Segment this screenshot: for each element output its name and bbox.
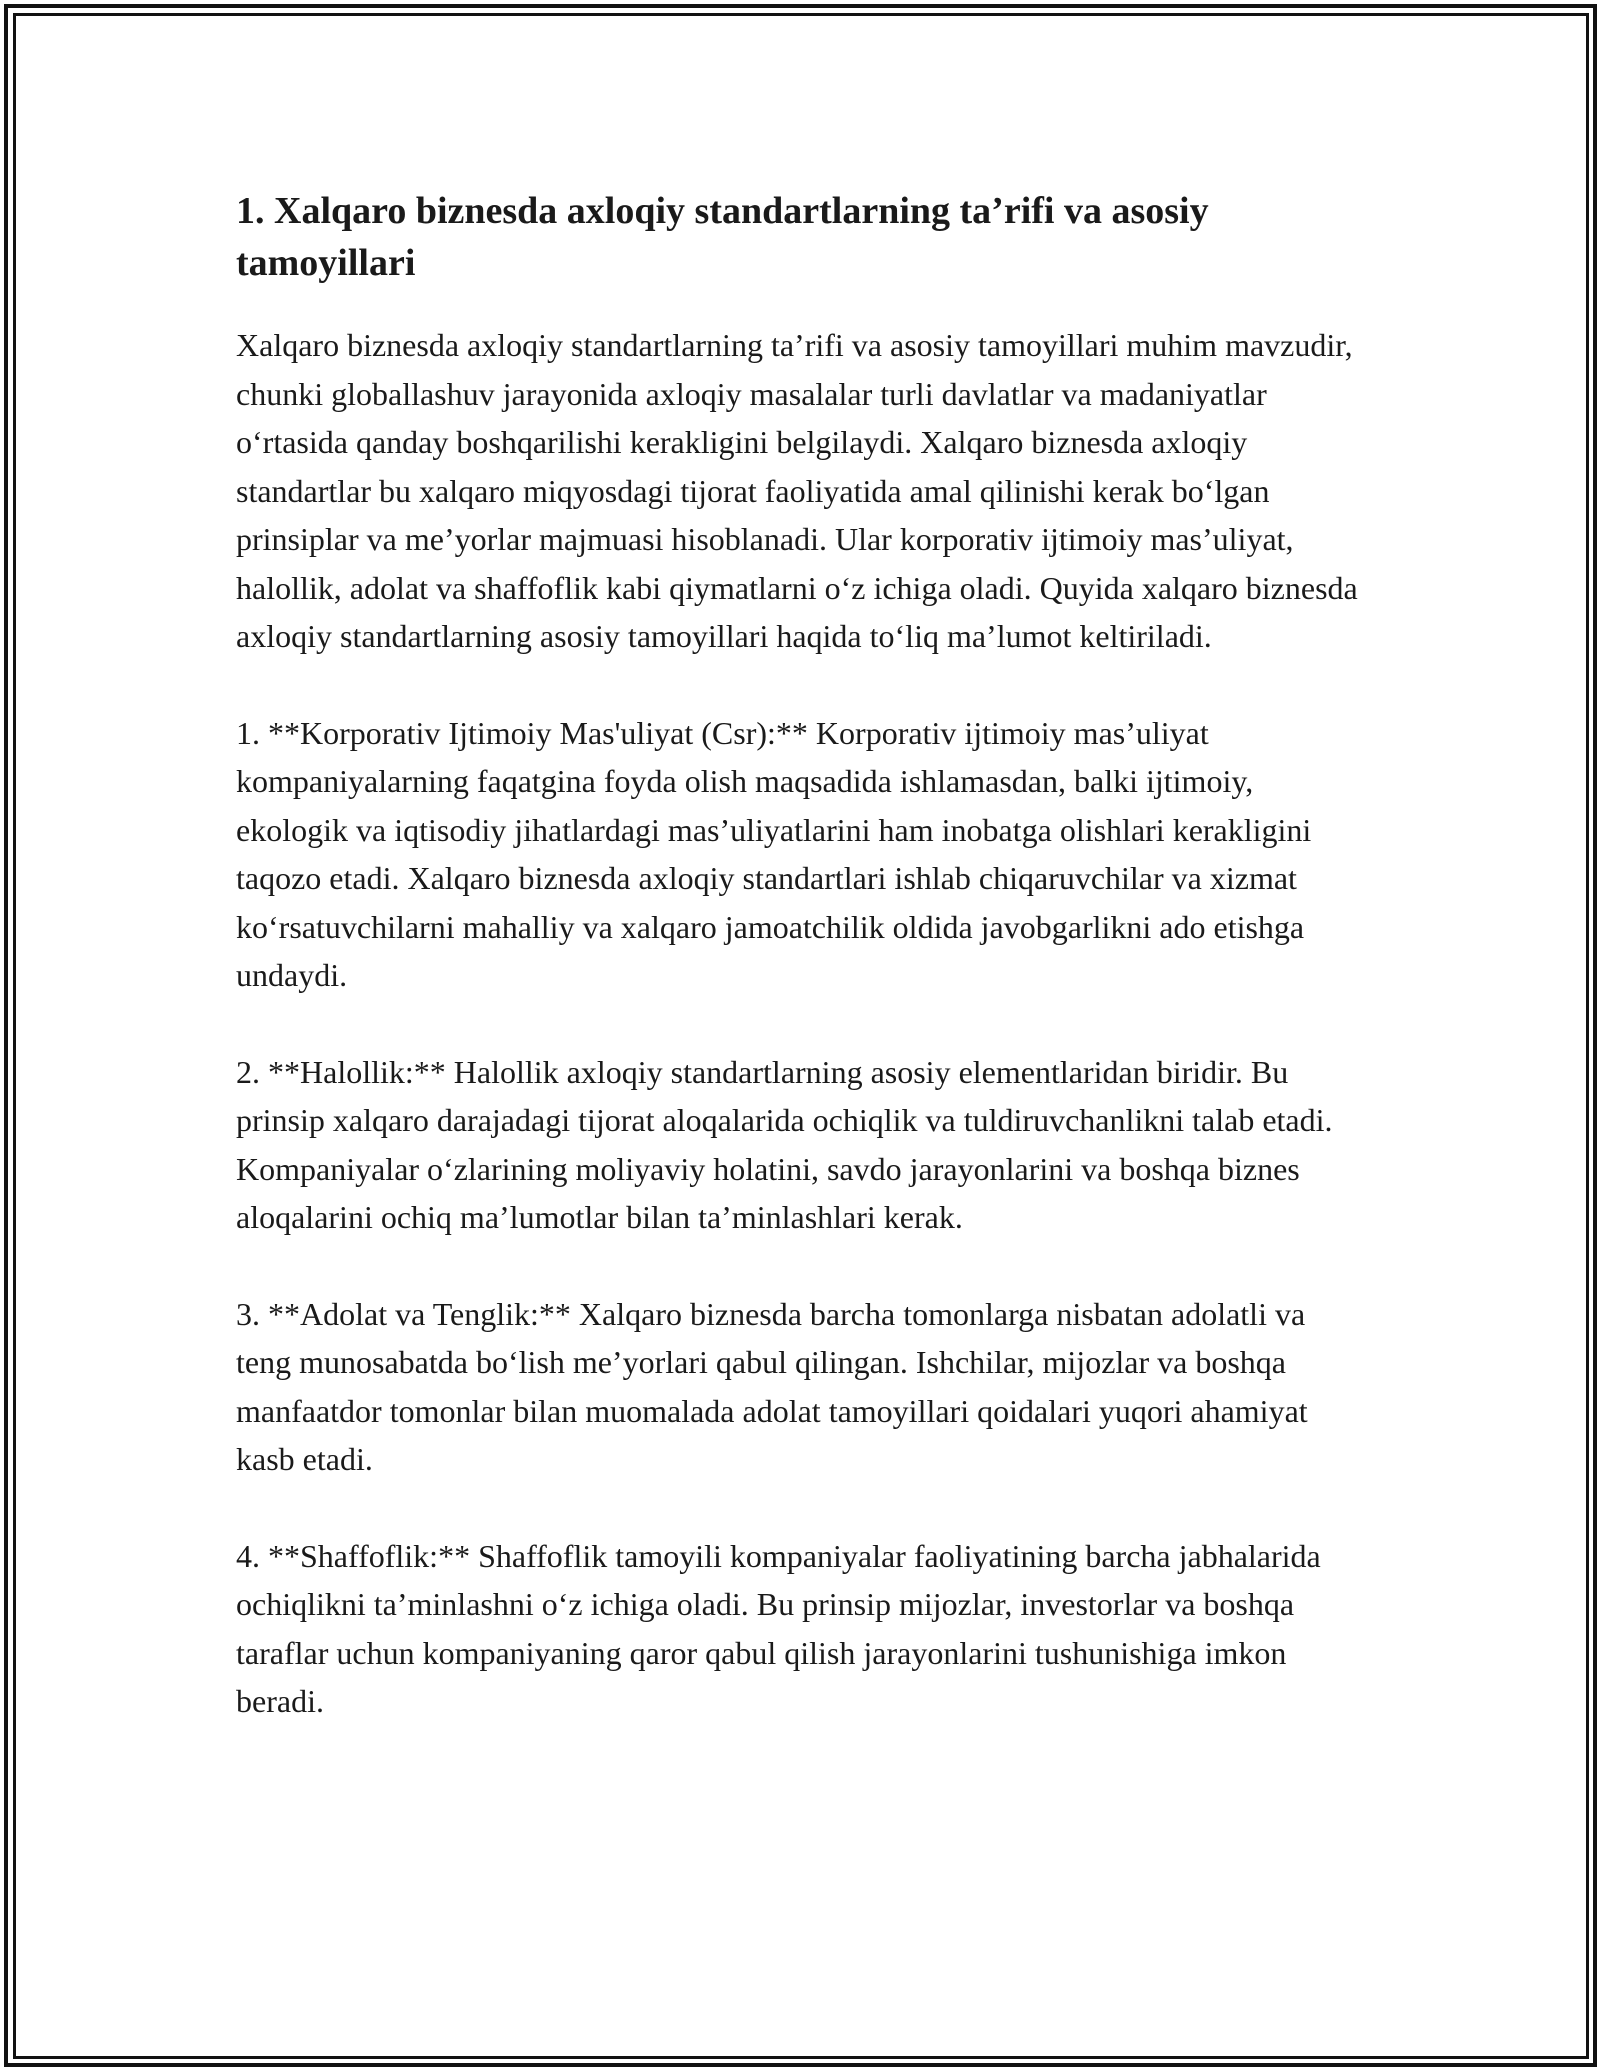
document-body	[236, 185, 1366, 1774]
intro-paragraph: Xalqaro biznesda axloqiy standartlarning ta’rifi va asosiy tamoyillari muhim mavzudir, chunki globallashuv jarayonida axloqiy masalalar turli davlatlar va madaniyatlar o‘rtasida qanday boshqarilishi kerakligini belgilaydi. Xalqaro biznesda axloqiy standartlar bu xalqaro miqyosdagi tijorat faoliyatida amal qilinishi kerak bo‘lgan prinsiplar va me’yorlar majmuasi hisoblanadi. Ular korporativ ijtimoiy mas’uliyat, halollik, adolat va shaffoflik kabi qiymatlarni o‘z ichiga oladi. Quyida xalqaro biznesda axloqiy standartlarning asosiy tamoyillari haqida to‘liq ma’lumot keltiriladi.	[236, 327, 1358, 654]
section-heading: 1. Xalqaro biznesda axloqiy standartlarning ta’rifi va asosiy tamoyillari	[236, 190, 1209, 284]
paragraph-honesty: 2. **Halollik:** Halollik axloqiy standartlarning asosiy elementlaridan biridir. Bu prinsip xalqaro darajadagi tijorat aloqalarida ochiqlik va tuldiruvchanlikni talab etadi. Kompaniyalar o‘zlarining moliyaviy holatini, savdo jarayonlarini va boshqa biznes aloqalarini ochiq ma’lumotlar bilan ta’minlashlari kerak.	[236, 1053, 1333, 1235]
paragraph-fairness-equality: 3. **Adolat va Tenglik:** Xalqaro biznesda barcha tomonlarga nisbatan adolatli va teng munosabatda bo‘lish me’yorlari qabul qilingan. Ishchilar, mijozlar va boshqa manfaatdor tomonlar bilan muomalada adolat tamoyillari qoidalari yuqori ahamiyat kasb etadi.	[236, 1295, 1308, 1477]
paragraph-transparency: 4. **Shaffoflik:** Shaffoflik tamoyili kompaniyalar faoliyatining barcha jabhalarida ochiqlikni ta’minlashni o‘z ichiga oladi. Bu prinsip mijozlar, investorlar va boshqa taraflar uchun kompaniyaning qaror qabul qilish jarayonlarini tushunishiga imkon beradi.	[236, 1537, 1321, 1719]
paragraph-corporate-social-responsibility: 1. **Korporativ Ijtimoiy Mas'uliyat (Csr):** Korporativ ijtimoiy mas’uliyat kompaniyalarning faqatgina foyda olish maqsadida ishlamasdan, balki ijtimoiy, ekologik va iqtisodiy jihatlardagi mas’uliyatlarini ham inobatga olishlari kerakligini taqozo etadi. Xalqaro biznesda axloqiy standartlari ishlab chiqaruvchilar va xizmat ko‘rsatuvchilarni mahalliy va xalqaro jamoatchilik oldida javobgarlikni ado etishga undaydi.	[236, 714, 1312, 993]
